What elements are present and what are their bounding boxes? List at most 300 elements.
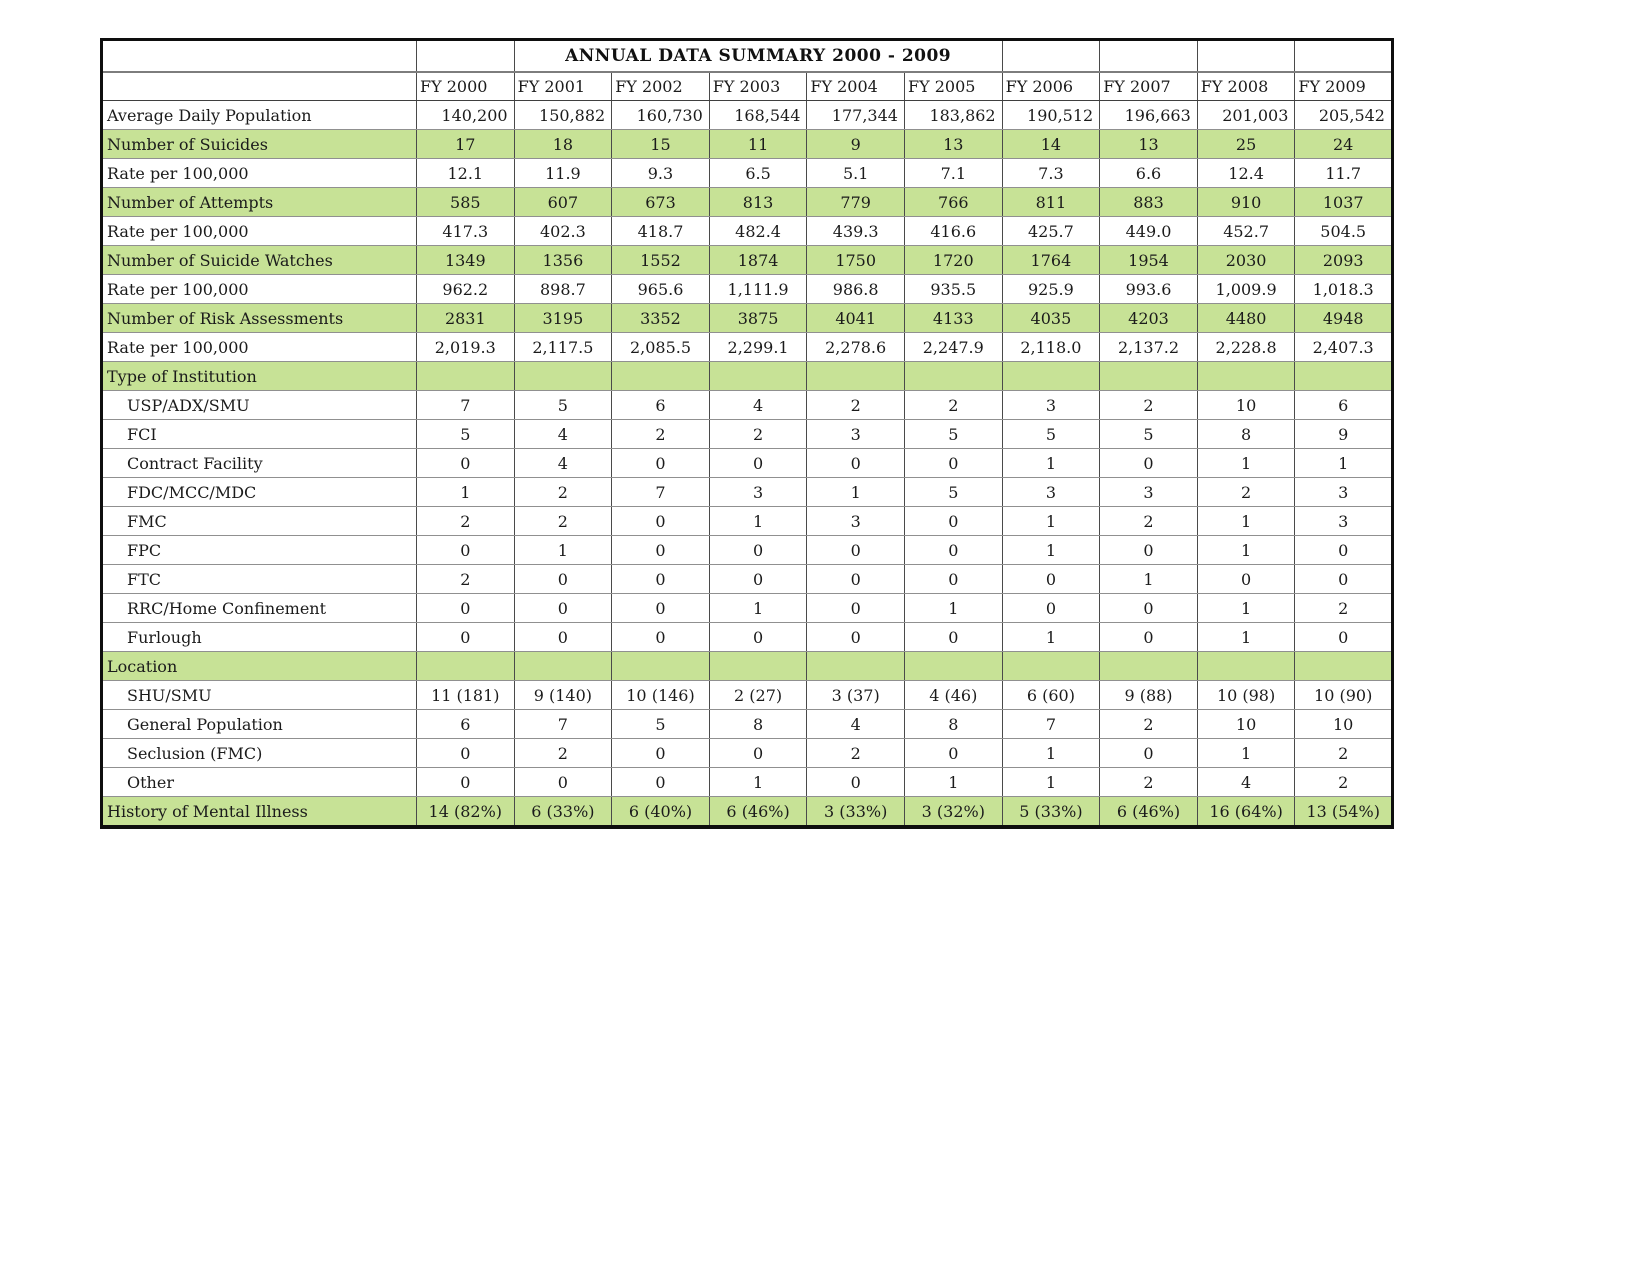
data-cell: 3195 (514, 304, 612, 333)
data-cell: 1 (904, 768, 1002, 797)
row-label: RRC/Home Confinement (102, 594, 417, 623)
data-cell: 5 (612, 710, 710, 739)
data-cell: 12.4 (1197, 159, 1295, 188)
data-cell: 1 (1002, 768, 1100, 797)
data-cell: 4 (46) (904, 681, 1002, 710)
table-row (102, 304, 1393, 333)
data-cell: 4035 (1002, 304, 1100, 333)
data-cell: 7 (417, 391, 515, 420)
table-row (102, 594, 1393, 623)
data-cell: 4 (807, 710, 905, 739)
data-cell: 1 (1197, 536, 1295, 565)
data-cell: 0 (904, 565, 1002, 594)
data-cell: 2 (27) (709, 681, 807, 710)
row-label: FCI (102, 420, 417, 449)
data-cell: 4948 (1295, 304, 1393, 333)
data-cell: 1 (1197, 594, 1295, 623)
table-row (102, 623, 1393, 652)
table-row (102, 449, 1393, 478)
data-cell: 17 (417, 130, 515, 159)
column-header: FY 2002 (612, 72, 710, 101)
data-cell: 9 (88) (1100, 681, 1198, 710)
data-cell: 1 (1002, 536, 1100, 565)
data-cell: 0 (1100, 594, 1198, 623)
data-cell: 9 (1295, 420, 1393, 449)
data-cell: 3875 (709, 304, 807, 333)
data-cell: 766 (904, 188, 1002, 217)
data-cell: 7.3 (1002, 159, 1100, 188)
data-cell: 986.8 (807, 275, 905, 304)
data-cell (612, 652, 710, 681)
data-cell (417, 362, 515, 391)
data-cell: 6.6 (1100, 159, 1198, 188)
data-cell: 183,862 (904, 101, 1002, 130)
table-row (102, 217, 1393, 246)
row-label: Rate per 100,000 (102, 217, 417, 246)
data-cell: 1349 (417, 246, 515, 275)
data-cell: 6 (46%) (1100, 797, 1198, 828)
row-label: History of Mental Illness (102, 797, 417, 828)
row-label: Rate per 100,000 (102, 159, 417, 188)
data-cell (904, 652, 1002, 681)
data-cell: 0 (807, 565, 905, 594)
data-cell: 1 (709, 594, 807, 623)
data-cell: 1 (1100, 565, 1198, 594)
data-cell: 0 (709, 536, 807, 565)
table-row (102, 159, 1393, 188)
data-cell: 449.0 (1100, 217, 1198, 246)
data-cell: 3 (33%) (807, 797, 905, 828)
data-cell: 1,018.3 (1295, 275, 1393, 304)
data-cell (514, 652, 612, 681)
data-cell: 673 (612, 188, 710, 217)
data-cell: 5.1 (807, 159, 905, 188)
data-cell: 0 (417, 623, 515, 652)
data-cell (417, 652, 515, 681)
row-label: General Population (102, 710, 417, 739)
data-cell: 6 (1295, 391, 1393, 420)
data-cell: 0 (514, 768, 612, 797)
data-cell: 402.3 (514, 217, 612, 246)
data-cell (1002, 362, 1100, 391)
row-label: Number of Suicides (102, 130, 417, 159)
data-cell: 2 (807, 739, 905, 768)
title-row (102, 40, 1393, 73)
data-cell: 2 (514, 739, 612, 768)
data-cell: 2 (612, 420, 710, 449)
data-cell: 2,019.3 (417, 333, 515, 362)
data-cell (1197, 362, 1295, 391)
data-cell: 11.7 (1295, 159, 1393, 188)
data-cell: 0 (1100, 536, 1198, 565)
title-spacer-cell (102, 40, 417, 73)
data-cell: 0 (612, 768, 710, 797)
column-header-row (102, 72, 1393, 101)
column-header: FY 2009 (1295, 72, 1393, 101)
data-cell: 2 (1295, 594, 1393, 623)
data-cell: 6 (33%) (514, 797, 612, 828)
data-cell: 425.7 (1002, 217, 1100, 246)
data-cell: 910 (1197, 188, 1295, 217)
data-cell: 0 (807, 449, 905, 478)
data-cell: 0 (514, 594, 612, 623)
row-label: Type of Institution (102, 362, 417, 391)
data-cell: 418.7 (612, 217, 710, 246)
data-cell: 3 (807, 420, 905, 449)
data-cell: 10 (90) (1295, 681, 1393, 710)
data-cell: 15 (612, 130, 710, 159)
data-cell: 7.1 (904, 159, 1002, 188)
column-header-spacer (102, 72, 417, 101)
data-cell: 2 (1197, 478, 1295, 507)
data-cell: 0 (612, 507, 710, 536)
data-cell: 0 (904, 449, 1002, 478)
data-cell: 14 (1002, 130, 1100, 159)
data-cell: 0 (612, 594, 710, 623)
data-cell: 0 (807, 768, 905, 797)
column-header: FY 2007 (1100, 72, 1198, 101)
table-row (102, 246, 1393, 275)
data-cell: 0 (417, 768, 515, 797)
data-cell: 3 (1100, 478, 1198, 507)
data-cell: 779 (807, 188, 905, 217)
table-row (102, 507, 1393, 536)
data-cell (1295, 652, 1393, 681)
data-cell: 4 (514, 420, 612, 449)
data-cell (1197, 652, 1295, 681)
data-cell: 1,111.9 (709, 275, 807, 304)
data-cell: 0 (612, 449, 710, 478)
data-cell: 4203 (1100, 304, 1198, 333)
table-row (102, 797, 1393, 828)
data-cell: 0 (1100, 623, 1198, 652)
data-cell: 2,085.5 (612, 333, 710, 362)
data-cell: 2,299.1 (709, 333, 807, 362)
row-label: Number of Attempts (102, 188, 417, 217)
data-cell: 9.3 (612, 159, 710, 188)
data-cell: 2 (904, 391, 1002, 420)
data-cell: 813 (709, 188, 807, 217)
data-cell: 504.5 (1295, 217, 1393, 246)
data-cell: 439.3 (807, 217, 905, 246)
data-cell: 2,278.6 (807, 333, 905, 362)
data-cell: 1552 (612, 246, 710, 275)
data-cell: 5 (417, 420, 515, 449)
data-cell: 190,512 (1002, 101, 1100, 130)
data-cell: 0 (1002, 565, 1100, 594)
data-cell: 0 (417, 739, 515, 768)
table-row (102, 652, 1393, 681)
data-cell: 2 (807, 391, 905, 420)
data-cell: 7 (612, 478, 710, 507)
table-row (102, 565, 1393, 594)
data-cell: 205,542 (1295, 101, 1393, 130)
data-cell: 0 (709, 739, 807, 768)
data-cell: 0 (709, 623, 807, 652)
data-cell: 1037 (1295, 188, 1393, 217)
data-cell: 6 (60) (1002, 681, 1100, 710)
row-label: Seclusion (FMC) (102, 739, 417, 768)
column-header: FY 2008 (1197, 72, 1295, 101)
data-cell: 2 (1100, 710, 1198, 739)
row-label: Average Daily Population (102, 101, 417, 130)
data-cell: 0 (904, 739, 1002, 768)
data-cell: 13 (1100, 130, 1198, 159)
data-cell: 0 (807, 594, 905, 623)
column-header: FY 2005 (904, 72, 1002, 101)
row-label: Number of Risk Assessments (102, 304, 417, 333)
data-cell: 8 (1197, 420, 1295, 449)
data-cell: 3 (709, 478, 807, 507)
row-label: FDC/MCC/MDC (102, 478, 417, 507)
data-cell: 1 (1295, 449, 1393, 478)
data-cell: 2,117.5 (514, 333, 612, 362)
data-cell: 1,009.9 (1197, 275, 1295, 304)
data-cell: 2 (709, 420, 807, 449)
data-cell: 2 (1295, 739, 1393, 768)
data-cell: 0 (1295, 623, 1393, 652)
column-header: FY 2000 (417, 72, 515, 101)
data-cell: 4133 (904, 304, 1002, 333)
data-cell: 6 (612, 391, 710, 420)
row-label: FPC (102, 536, 417, 565)
data-cell: 4480 (1197, 304, 1295, 333)
data-cell: 18 (514, 130, 612, 159)
table-row (102, 130, 1393, 159)
data-cell (1100, 362, 1198, 391)
data-cell: 0 (709, 565, 807, 594)
data-cell: 25 (1197, 130, 1295, 159)
data-cell (1002, 652, 1100, 681)
data-cell: 1 (1002, 449, 1100, 478)
data-cell: 201,003 (1197, 101, 1295, 130)
data-cell: 196,663 (1100, 101, 1198, 130)
table-row (102, 391, 1393, 420)
data-cell: 24 (1295, 130, 1393, 159)
data-cell: 2831 (417, 304, 515, 333)
table-row (102, 536, 1393, 565)
data-cell: 935.5 (904, 275, 1002, 304)
title-spacer-cell (1002, 40, 1100, 73)
data-cell: 965.6 (612, 275, 710, 304)
data-cell: 1 (417, 478, 515, 507)
table-row (102, 275, 1393, 304)
row-label: Location (102, 652, 417, 681)
table-row (102, 420, 1393, 449)
data-cell: 1 (709, 507, 807, 536)
data-cell: 1874 (709, 246, 807, 275)
data-cell: 4 (514, 449, 612, 478)
data-cell: 4 (1197, 768, 1295, 797)
data-cell: 10 (1295, 710, 1393, 739)
data-cell: 2 (1100, 507, 1198, 536)
data-cell: 5 (1002, 420, 1100, 449)
data-cell: 168,544 (709, 101, 807, 130)
title-spacer-cell (1197, 40, 1295, 73)
row-label: FTC (102, 565, 417, 594)
data-cell: 1 (1002, 623, 1100, 652)
table-row (102, 188, 1393, 217)
data-cell: 1 (1002, 507, 1100, 536)
data-cell: 13 (54%) (1295, 797, 1393, 828)
data-cell: 8 (904, 710, 1002, 739)
table-title: ANNUAL DATA SUMMARY 2000 - 2009 (514, 40, 1002, 73)
data-cell: 11 (181) (417, 681, 515, 710)
data-cell (1295, 362, 1393, 391)
data-cell: 0 (612, 536, 710, 565)
data-cell: 3 (1002, 478, 1100, 507)
data-cell: 7 (514, 710, 612, 739)
data-cell: 0 (514, 623, 612, 652)
data-cell: 10 (146) (612, 681, 710, 710)
data-cell: 0 (1197, 565, 1295, 594)
data-cell: 2 (1100, 391, 1198, 420)
title-spacer-cell (1100, 40, 1198, 73)
row-label: USP/ADX/SMU (102, 391, 417, 420)
data-cell: 2,407.3 (1295, 333, 1393, 362)
data-cell: 4041 (807, 304, 905, 333)
data-cell: 585 (417, 188, 515, 217)
data-cell: 811 (1002, 188, 1100, 217)
data-cell: 6 (417, 710, 515, 739)
data-cell: 2,247.9 (904, 333, 1002, 362)
data-cell: 5 (904, 420, 1002, 449)
data-cell: 1 (904, 594, 1002, 623)
data-cell: 2,228.8 (1197, 333, 1295, 362)
row-label: Rate per 100,000 (102, 275, 417, 304)
data-cell: 2093 (1295, 246, 1393, 275)
data-cell: 5 (904, 478, 1002, 507)
data-cell: 0 (417, 594, 515, 623)
data-cell (514, 362, 612, 391)
data-cell (709, 652, 807, 681)
data-cell: 14 (82%) (417, 797, 515, 828)
table-row (102, 478, 1393, 507)
data-cell: 0 (1295, 536, 1393, 565)
data-cell: 1764 (1002, 246, 1100, 275)
data-cell: 9 (140) (514, 681, 612, 710)
data-cell: 2 (1100, 768, 1198, 797)
data-cell: 12.1 (417, 159, 515, 188)
data-cell: 1 (514, 536, 612, 565)
data-cell: 0 (1100, 449, 1198, 478)
table-row (102, 101, 1393, 130)
data-cell: 3 (1002, 391, 1100, 420)
data-cell: 898.7 (514, 275, 612, 304)
data-cell (807, 362, 905, 391)
data-cell: 2 (1295, 768, 1393, 797)
data-cell: 150,882 (514, 101, 612, 130)
data-cell: 0 (904, 623, 1002, 652)
data-cell: 160,730 (612, 101, 710, 130)
data-cell: 10 (1197, 710, 1295, 739)
data-cell: 3 (1295, 478, 1393, 507)
title-spacer-cell (1295, 40, 1393, 73)
data-cell: 0 (904, 536, 1002, 565)
table-row (102, 739, 1393, 768)
data-cell: 2,137.2 (1100, 333, 1198, 362)
data-cell: 1 (807, 478, 905, 507)
data-cell: 0 (709, 449, 807, 478)
data-cell: 5 (33%) (1002, 797, 1100, 828)
data-cell: 6 (40%) (612, 797, 710, 828)
data-cell: 452.7 (1197, 217, 1295, 246)
annual-data-summary-table (100, 38, 1394, 829)
row-label: Other (102, 768, 417, 797)
data-cell: 4 (709, 391, 807, 420)
data-cell: 0 (612, 739, 710, 768)
data-cell: 3 (32%) (904, 797, 1002, 828)
column-header: FY 2006 (1002, 72, 1100, 101)
data-cell (709, 362, 807, 391)
data-cell: 1 (1197, 449, 1295, 478)
data-cell: 8 (709, 710, 807, 739)
data-cell: 0 (1002, 594, 1100, 623)
data-cell (904, 362, 1002, 391)
data-cell: 2 (514, 507, 612, 536)
data-cell: 6 (46%) (709, 797, 807, 828)
data-cell: 0 (612, 623, 710, 652)
data-cell (612, 362, 710, 391)
data-cell: 140,200 (417, 101, 515, 130)
row-label: FMC (102, 507, 417, 536)
data-cell: 0 (612, 565, 710, 594)
data-cell: 1 (1197, 739, 1295, 768)
data-cell: 16 (64%) (1197, 797, 1295, 828)
data-cell (807, 652, 905, 681)
row-label: Number of Suicide Watches (102, 246, 417, 275)
data-cell: 5 (514, 391, 612, 420)
table-row (102, 681, 1393, 710)
data-cell: 0 (807, 623, 905, 652)
data-cell: 1356 (514, 246, 612, 275)
row-label: SHU/SMU (102, 681, 417, 710)
data-cell: 2030 (1197, 246, 1295, 275)
data-cell: 2,118.0 (1002, 333, 1100, 362)
column-header: FY 2004 (807, 72, 905, 101)
data-cell: 482.4 (709, 217, 807, 246)
data-cell: 0 (417, 449, 515, 478)
data-cell: 2 (514, 478, 612, 507)
table-row (102, 768, 1393, 797)
data-cell: 10 (98) (1197, 681, 1295, 710)
data-cell: 1 (709, 768, 807, 797)
data-cell: 3 (37) (807, 681, 905, 710)
table-row (102, 333, 1393, 362)
data-cell: 10 (1197, 391, 1295, 420)
table-row (102, 710, 1393, 739)
column-header: FY 2001 (514, 72, 612, 101)
data-cell: 993.6 (1100, 275, 1198, 304)
data-cell: 1 (1197, 623, 1295, 652)
data-cell: 0 (417, 536, 515, 565)
data-cell: 0 (1100, 739, 1198, 768)
data-cell: 3352 (612, 304, 710, 333)
data-cell: 5 (1100, 420, 1198, 449)
column-header: FY 2003 (709, 72, 807, 101)
data-cell: 0 (1295, 565, 1393, 594)
data-cell: 1 (1002, 739, 1100, 768)
table-row (102, 362, 1393, 391)
data-cell: 3 (1295, 507, 1393, 536)
data-cell: 0 (904, 507, 1002, 536)
data-cell: 607 (514, 188, 612, 217)
data-cell: 3 (807, 507, 905, 536)
data-cell: 417.3 (417, 217, 515, 246)
data-cell: 13 (904, 130, 1002, 159)
data-cell: 11 (709, 130, 807, 159)
data-cell: 2 (417, 565, 515, 594)
